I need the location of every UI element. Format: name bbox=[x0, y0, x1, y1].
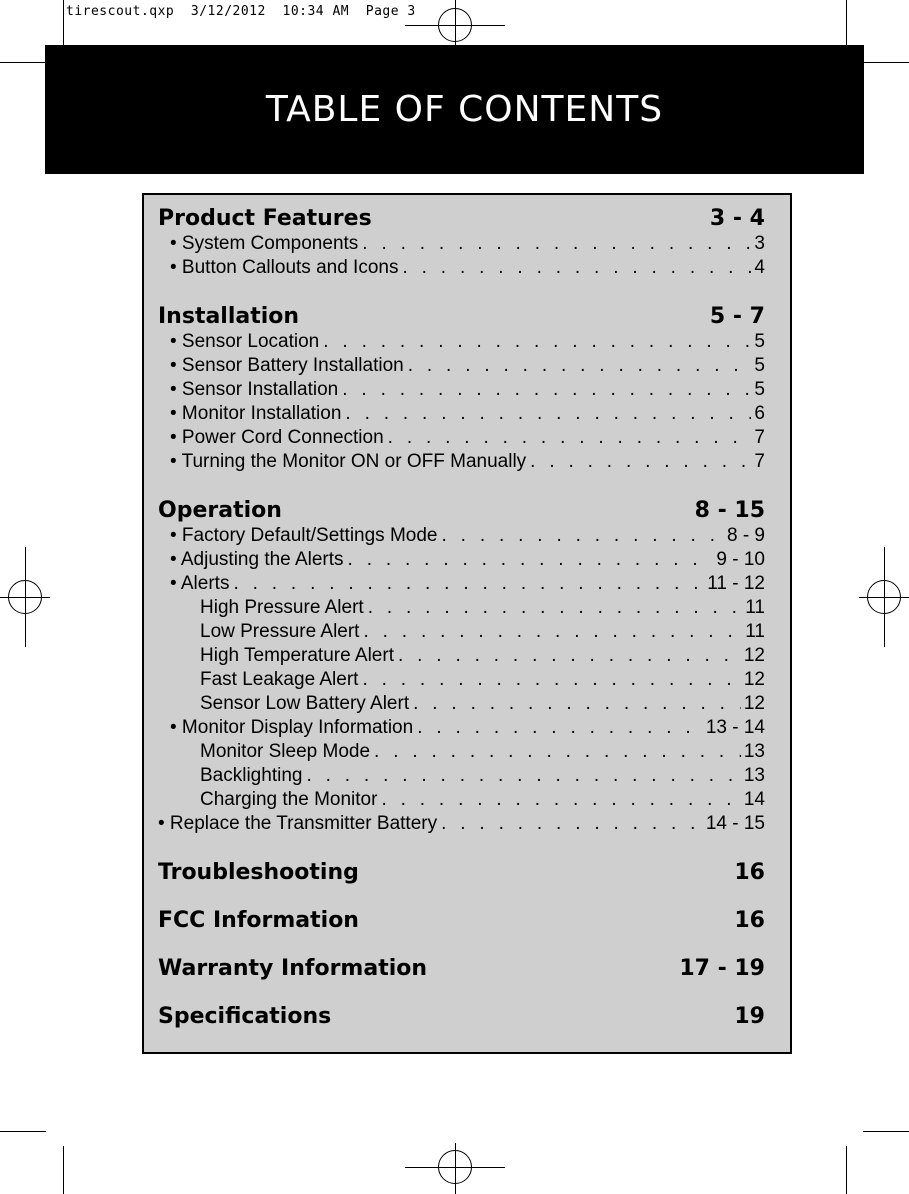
entry-page: 13 bbox=[743, 765, 765, 786]
toc-entry[interactable] bbox=[158, 644, 765, 668]
entry-title: • Sensor Location bbox=[170, 331, 320, 352]
dot-leader bbox=[306, 764, 740, 788]
entry-title: • Monitor Display Information bbox=[170, 717, 414, 738]
entry-title: • Alerts bbox=[170, 573, 230, 594]
section-title: Product Features bbox=[158, 206, 372, 231]
section-title: Troubleshooting bbox=[158, 860, 359, 885]
toc-entry[interactable] bbox=[158, 402, 765, 426]
toc-box bbox=[142, 193, 792, 1054]
section-pages: 5 - 7 bbox=[709, 304, 765, 329]
toc-section-heading[interactable] bbox=[158, 498, 765, 524]
entry-page: 13 bbox=[743, 741, 765, 762]
toc-section-heading[interactable] bbox=[158, 860, 765, 886]
section-spacer bbox=[158, 982, 765, 1004]
section-pages: 16 bbox=[734, 908, 765, 933]
toc-entry[interactable] bbox=[158, 354, 765, 378]
toc-entry[interactable] bbox=[158, 812, 765, 836]
toc-entry[interactable] bbox=[158, 668, 765, 692]
dot-leader bbox=[323, 330, 751, 354]
toc-entry[interactable] bbox=[158, 740, 765, 764]
crop-mark bbox=[63, 0, 64, 46]
dot-leader bbox=[362, 232, 751, 256]
dot-leader bbox=[362, 668, 740, 692]
toc-entry[interactable] bbox=[158, 716, 765, 740]
toc-list bbox=[158, 206, 765, 1030]
toc-entry[interactable] bbox=[158, 692, 765, 716]
toc-entry[interactable] bbox=[158, 450, 765, 474]
print-slug: tirescout.qxp 3/12/2012 10:34 AM Page 3 bbox=[66, 4, 416, 19]
entry-title: Fast Leakage Alert bbox=[200, 669, 359, 690]
entry-title: Charging the Monitor bbox=[200, 789, 378, 810]
dot-leader bbox=[348, 548, 714, 572]
dot-leader bbox=[342, 378, 751, 402]
toc-entry[interactable] bbox=[158, 548, 765, 572]
toc-entry[interactable] bbox=[158, 572, 765, 596]
section-pages: 8 - 15 bbox=[694, 498, 765, 523]
entry-page: 12 bbox=[743, 693, 765, 714]
toc-entry[interactable] bbox=[158, 596, 765, 620]
toc-entry[interactable] bbox=[158, 620, 765, 644]
entry-page: 5 bbox=[754, 379, 765, 400]
dot-leader bbox=[441, 812, 703, 836]
entry-page: 5 bbox=[754, 331, 765, 352]
entry-title: • Sensor Installation bbox=[170, 379, 339, 400]
entry-title: • Monitor Installation bbox=[170, 403, 342, 424]
entry-page: 14 bbox=[743, 789, 765, 810]
entry-title: Monitor Sleep Mode bbox=[200, 741, 371, 762]
toc-entry[interactable] bbox=[158, 788, 765, 812]
dot-leader bbox=[233, 572, 704, 596]
crop-mark bbox=[846, 1146, 847, 1194]
section-pages: 17 - 19 bbox=[679, 956, 765, 981]
entry-title: • Factory Default/Settings Mode bbox=[170, 525, 438, 546]
entry-page: 7 bbox=[754, 427, 765, 448]
entry-page: 9 - 10 bbox=[716, 549, 765, 570]
section-title: Installation bbox=[158, 304, 300, 329]
section-pages: 3 - 4 bbox=[709, 206, 765, 231]
toc-section-heading[interactable] bbox=[158, 304, 765, 330]
entry-page: 14 - 15 bbox=[705, 813, 765, 834]
header-band bbox=[45, 45, 864, 174]
entry-title: • Replace the Transmitter Battery bbox=[158, 813, 438, 834]
entry-title: Sensor Low Battery Alert bbox=[200, 693, 410, 714]
entry-page: 11 - 12 bbox=[707, 573, 765, 594]
entry-page: 12 bbox=[743, 669, 765, 690]
crop-mark bbox=[63, 1146, 64, 1194]
dot-leader bbox=[413, 692, 741, 716]
section-pages: 19 bbox=[734, 1004, 765, 1029]
toc-entry[interactable] bbox=[158, 426, 765, 450]
dot-leader bbox=[388, 426, 752, 450]
dot-leader bbox=[345, 402, 751, 426]
section-spacer bbox=[158, 836, 765, 860]
toc-entry[interactable] bbox=[158, 232, 765, 256]
entry-title: • System Components bbox=[170, 233, 359, 254]
toc-section-heading[interactable] bbox=[158, 908, 765, 934]
toc-section-heading[interactable] bbox=[158, 206, 765, 232]
entry-page: 13 - 14 bbox=[705, 717, 765, 738]
entry-title: High Pressure Alert bbox=[200, 597, 364, 618]
entry-title: • Button Callouts and Icons bbox=[170, 257, 399, 278]
section-pages: 16 bbox=[734, 860, 765, 885]
entry-title: • Power Cord Connection bbox=[170, 427, 384, 448]
toc-entry[interactable] bbox=[158, 378, 765, 402]
crop-mark bbox=[0, 62, 46, 63]
dot-leader bbox=[398, 644, 741, 668]
section-spacer bbox=[158, 934, 765, 956]
entry-title: High Temperature Alert bbox=[200, 645, 394, 666]
section-spacer bbox=[158, 886, 765, 908]
dot-leader bbox=[408, 354, 752, 378]
section-title: FCC Information bbox=[158, 908, 359, 933]
entry-page: 5 bbox=[754, 355, 765, 376]
entry-title: • Sensor Battery Installation bbox=[170, 355, 404, 376]
toc-entry[interactable] bbox=[158, 330, 765, 354]
entry-page: 8 - 9 bbox=[726, 525, 765, 546]
section-title: Warranty Information bbox=[158, 956, 428, 981]
dot-leader bbox=[402, 256, 751, 280]
section-spacer bbox=[158, 280, 765, 304]
entry-page: 4 bbox=[754, 257, 765, 278]
dot-leader bbox=[417, 716, 703, 740]
entry-page: 7 bbox=[754, 451, 765, 472]
entry-title: • Adjusting the Alerts bbox=[170, 549, 344, 570]
entry-page: 3 bbox=[754, 233, 765, 254]
entry-page: 12 bbox=[743, 645, 765, 666]
entry-title: Low Pressure Alert bbox=[200, 621, 360, 642]
toc-section-heading[interactable] bbox=[158, 1004, 765, 1030]
dot-leader bbox=[530, 450, 751, 474]
entry-page: 11 bbox=[745, 621, 765, 642]
dot-leader bbox=[381, 788, 740, 812]
crop-mark bbox=[0, 1131, 46, 1132]
dot-leader bbox=[374, 740, 741, 764]
section-title: Operation bbox=[158, 498, 282, 523]
dot-leader bbox=[363, 620, 742, 644]
entry-page: 6 bbox=[754, 403, 765, 424]
toc-entry[interactable] bbox=[158, 524, 765, 548]
toc-entry[interactable] bbox=[158, 256, 765, 280]
toc-entry[interactable] bbox=[158, 764, 765, 788]
dot-leader bbox=[442, 524, 724, 548]
entry-title: Backlighting bbox=[200, 765, 303, 786]
crop-mark bbox=[846, 0, 847, 46]
entry-title: • Turning the Monitor ON or OFF Manually bbox=[170, 451, 527, 472]
page-title: TABLE OF CONTENTS bbox=[265, 89, 664, 130]
section-title: Specifications bbox=[158, 1004, 332, 1029]
crop-mark bbox=[863, 1131, 909, 1132]
crop-mark bbox=[863, 62, 909, 63]
dot-leader bbox=[368, 596, 743, 620]
entry-page: 11 bbox=[745, 597, 765, 618]
toc-section-heading[interactable] bbox=[158, 956, 765, 982]
section-spacer bbox=[158, 474, 765, 498]
